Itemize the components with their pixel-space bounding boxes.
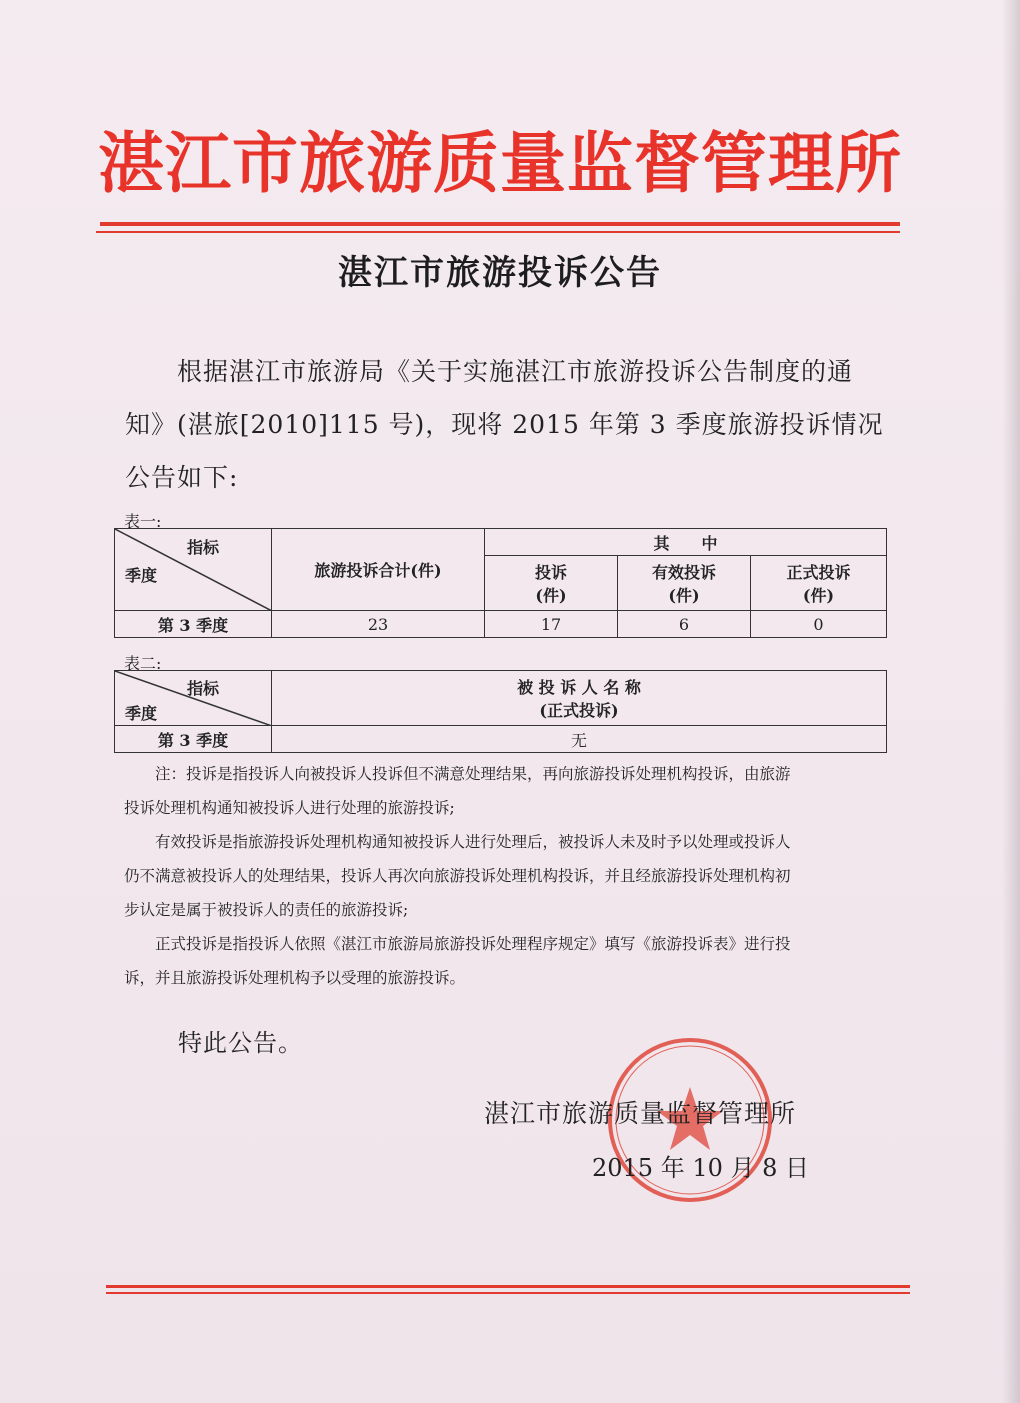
valid-cell: 6	[618, 611, 751, 638]
header-unit: (件)	[535, 586, 567, 605]
note-line: 注：投诉是指投诉人向被投诉人投诉但不满意处理结果，再向旅游投诉处理机构投诉，由旅游	[124, 765, 791, 783]
header-line: 投诉	[534, 563, 567, 582]
breakdown-group-header: 其 中	[485, 529, 887, 556]
total-cell: 23	[272, 611, 485, 638]
note-line: 仍不满意被投诉人的处理结果，投诉人再次向旅游投诉处理机构投诉，并且经旅游投诉处理机构初	[124, 867, 791, 885]
complaints-header	[485, 556, 618, 611]
header-rule-thin	[96, 231, 900, 233]
intro-paragraph	[125, 345, 895, 504]
note-line: 有效投诉是指旅游投诉处理机构通知被投诉人进行处理后，被投诉人未及时予以处理或投诉人	[124, 833, 791, 851]
organization-letterhead: 湛江市旅游质量监督管理所	[98, 124, 902, 202]
formal-complaints-header	[751, 556, 887, 611]
intro-line: 根据湛江市旅游局《关于实施湛江市旅游投诉公告制度的通	[177, 357, 854, 386]
header-line: 有效投诉	[651, 563, 716, 582]
footer-rule-thick	[106, 1285, 910, 1288]
total-complaints-header: 旅游投诉合计(件)	[272, 529, 485, 611]
intro-line: 公告如下:	[125, 463, 239, 492]
note-line: 正式投诉是指投诉人依照《湛江市旅游局旅游投诉处理程序规定》填写《旅游投诉表》进行投	[124, 935, 791, 953]
quarter-cell: 第 3 季度	[115, 726, 272, 753]
table1-label: 表一:	[124, 512, 162, 531]
quarter-cell: 第 3 季度	[115, 611, 272, 638]
scan-shadow-edge	[1002, 0, 1020, 1403]
table1-corner-cell	[115, 529, 272, 611]
header-line: 正式投诉	[786, 563, 851, 582]
respondent-name-header	[272, 671, 887, 726]
header-unit: (件)	[802, 586, 835, 605]
corner-quarter-label: 季度	[125, 704, 158, 723]
table2-corner-cell	[115, 671, 272, 726]
note-line: 投诉处理机构通知被投诉人进行处理的旅游投诉;	[124, 799, 455, 817]
table2-label: 表二:	[124, 654, 162, 673]
header-unit: (正式投诉)	[539, 701, 619, 720]
notice-title: 湛江市旅游投诉公告	[338, 253, 662, 293]
formal-cell: 0	[751, 611, 887, 638]
valid-complaints-header	[618, 556, 751, 611]
complaints-cell: 17	[485, 611, 618, 638]
respondent-cell: 无	[272, 726, 887, 753]
header-rule-thick	[100, 222, 900, 226]
signature-date: 2015 年 10 月 8 日	[592, 1154, 810, 1182]
note-line: 诉，并且旅游投诉处理机构予以受理的旅游投诉。	[124, 969, 466, 987]
note-line: 步认定是属于被投诉人的责任的旅游投诉;	[124, 901, 409, 919]
footer-rule-thin	[106, 1292, 910, 1294]
table-row	[115, 611, 887, 638]
respondent-table	[114, 670, 887, 753]
table-row	[115, 726, 887, 753]
header-line: 被 投 诉 人 名 称	[517, 678, 641, 697]
signature-organization: 湛江市旅游质量监督管理所	[484, 1099, 797, 1128]
closing-statement: 特此公告。	[178, 1029, 303, 1057]
header-unit: (件)	[668, 586, 700, 605]
complaint-stats-table	[114, 528, 887, 638]
intro-line: 知》(湛旅[2010]115 号)，现将 2015 年第 3 季度旅游投诉情况	[125, 410, 884, 439]
corner-quarter-label: 季度	[125, 566, 158, 585]
corner-indicator-label: 指标	[187, 679, 220, 698]
corner-indicator-label: 指标	[187, 538, 220, 557]
definitions-notes	[124, 757, 894, 995]
